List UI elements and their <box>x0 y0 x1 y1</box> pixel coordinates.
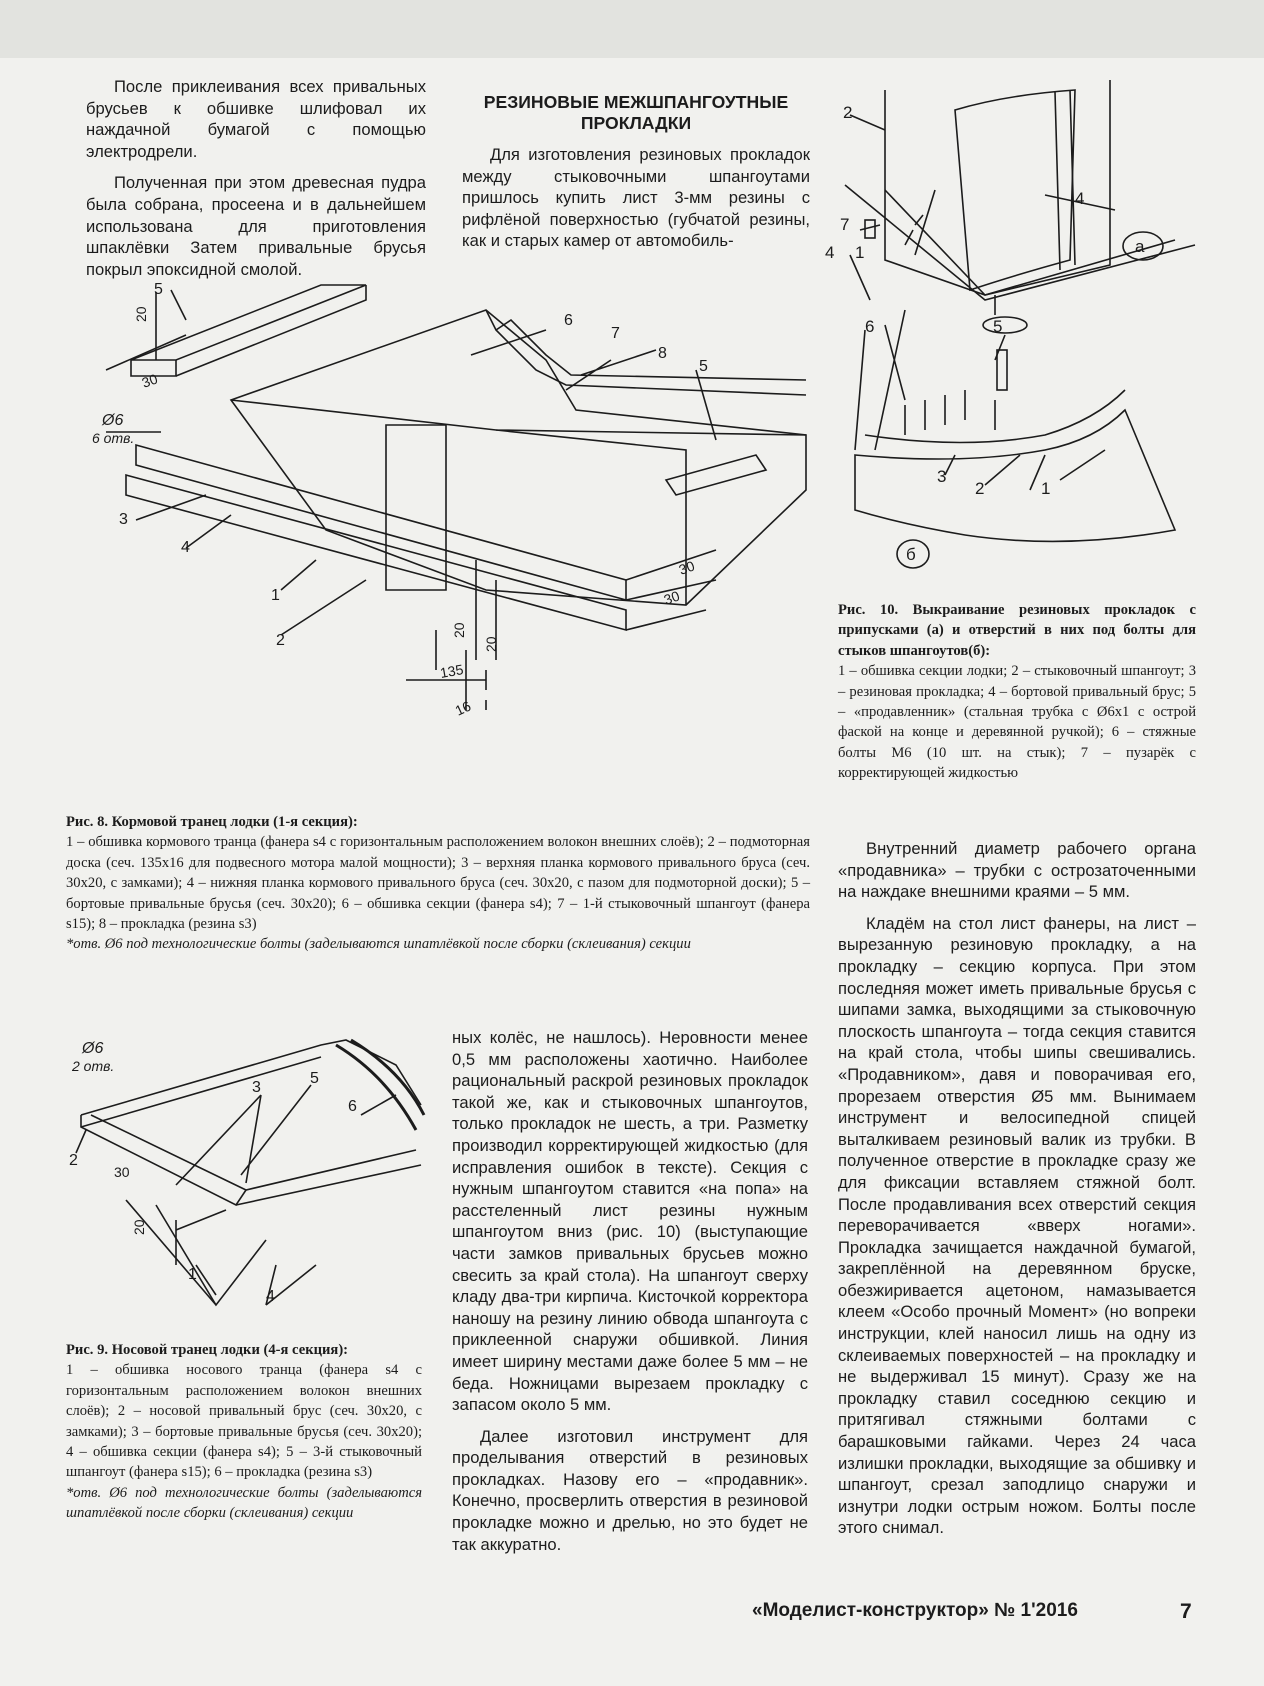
col1-text <box>86 76 426 290</box>
dim-30c: 30 <box>661 587 682 608</box>
label-b5: 5 <box>993 317 1003 336</box>
label-b4: 4 <box>825 243 835 262</box>
col2b-text <box>452 1027 808 1565</box>
label-8: 8 <box>658 345 667 362</box>
label-a4: 4 <box>1075 189 1085 208</box>
plank-5-top <box>131 285 366 376</box>
motor-board <box>386 425 446 590</box>
caption-text: 1 – обшивка носового транца (фанера s4 с горизонтальным расположением волокон внешних слоёв); 2 – носовой привальный брус (сеч. 30х20, с замками); 3 – бортовые привальные брусья (сеч. 30х20); 4 – обшивка секции (фанера s4); 5 – 3-й стыковочный шпангоут (фанера s15); 6 – прокладка (резина s3) <box>66 1362 422 1481</box>
figure-8-drawing <box>66 280 816 800</box>
label-a7: 7 <box>840 215 850 234</box>
label-b3: 3 <box>937 467 947 486</box>
label-1: 1 <box>188 1266 197 1283</box>
plank-3 <box>136 445 626 600</box>
caption-text: 1 – обшивка секции лодки; 2 – стыковочный шпангоут; 3 – резиновая прокладка; 4 – бортовой привальный брус; 5 – «продавленник» (стальная трубка с Ø6х1 с острой фаской на конце и деревянной ручкой); 6 – стяжные болты М6 (10 шт. на стык); 7 – пузарёк с корректирующей жидкостью <box>838 663 1196 782</box>
paragraph: ных колёс, не нашлось). Неровности менее 0,5 мм расположены хаотично. Наиболее рациональный раскрой резиновых прокладок такой же, как и стыковочных шпангоутов, только прокладок не шесть, а три. Разметку производил корректирующей жидкостью (для исправления ошибок в тексте). Секция с нужным шпангоутом ставится «на попа» на расстеленный лист резины нужным шпангоутом вниз (рис. 10) (выступающие части замков привальных брусьев можно свесить за край стола). На шпангоут сверху кладу два-три кирпича. Кисточкой корректора наношу на резину линию обвода шпангоута с приклеенной снаружи обшивкой. Линия имеет ширину местами даже более 5 мм – не беда. Ножницами вырезаем прокладку с запасом около 5 мм. <box>452 1028 808 1415</box>
col3-text <box>838 838 1196 1549</box>
label-3: 3 <box>119 511 128 528</box>
paragraph: После приклеивания всех привальных брусьев к обшивке шлифовал их наждачной бумагой с помощью электродрели. <box>86 77 426 161</box>
top-band <box>0 0 1264 58</box>
dim-30: 30 <box>114 1164 130 1180</box>
dim-30b: 30 <box>676 557 697 578</box>
caption-note: *отв. Ø6 под технологические болты (заделываются шпатлёвкой после сборки (склеивания) секции <box>66 1484 422 1522</box>
holes-count: 6 отв. <box>92 430 135 446</box>
figure-9-drawing <box>66 1035 426 1315</box>
label-b6: 6 <box>865 317 875 336</box>
label-5: 5 <box>310 1070 319 1087</box>
section-a <box>885 80 1110 295</box>
paragraph: Кладём на стол лист фанеры, на лист – вырезанную резиновую прокладку, а на прокладку – секцию корпуса. При этом последняя может иметь привальные брусья с шипами замка, выходящими за стыковочную плоскость шпангоута – тогда секция ставится на край стола, чтобы шипы свешивались. «Продавником», давя и поворачивая его, прорезаем отверстия Ø5 мм. Вынимаем инструмент и велосипедной спицей выталкиваем резиновый валик из трубки. В полученное отверстие в прокладке сразу же для фиксации вставляем стяжной болт. После продавливания всех отверстий секция переворачивается «вверх ногами». Прокладка зачищается наждачной бумагой, закреплённой на деревянном бруске, обезжиривается ацетоном, намазывается клеем «Особо прочный Момент» (но вопреки инструкции, клей наносил лишь на одну из склеиваемых поверхностей – на прокладку и не выдерживал 15 минут). Сразу же на прокладку ставил соседнюю секцию и притягивал стяжными болтами с барашковыми гайками. Через 24 часа излишки прокладки, выходящие за обшивку и шпангоут, срезал заподлицо снаружи и изнутри лодки острым ножом. Болты после этого снимал. <box>838 913 1196 1538</box>
label-2: 2 <box>276 632 285 649</box>
paragraph: Далее изготовил инструмент для проделывания отверстий в резиновых прокладках. Назову его – «продавник». Конечно, просверлить отверстия в резиновой прокладке можно и дрелью, но это будет не так аккуратно. <box>452 1426 808 1554</box>
label-6: 6 <box>564 312 573 329</box>
section-heading: РЕЗИНОВЫЕ МЕЖШПАНГОУТНЫЕ ПРОКЛАДКИ <box>483 92 789 133</box>
figure-9-caption <box>66 1340 422 1524</box>
holes-count: 2 отв. <box>72 1058 115 1074</box>
caption-title: Рис. 8. Кормовой транец лодки (1-я секция): <box>66 814 358 830</box>
label-4: 4 <box>181 539 190 556</box>
marker-b-label: б <box>906 545 916 564</box>
label-1: 1 <box>271 587 280 604</box>
caption-title: Рис. 9. Носовой транец лодки (4-я секция): <box>66 1342 349 1358</box>
page-number: 7 <box>1180 1600 1192 1623</box>
label-a1: 1 <box>855 243 865 262</box>
col2-text <box>462 92 810 262</box>
paragraph: Внутренний диаметр рабочего органа «продавника» – трубки с острозаточенными на наждаке внешними краями – 5 мм. <box>838 839 1196 902</box>
figure-8-caption <box>66 812 810 955</box>
dim-20c: 20 <box>483 636 499 652</box>
magazine-footer: «Моделист-конструктор» № 1'2016 <box>752 1600 1078 1621</box>
caption-text: 1 – обшивка кормового транца (фанера s4 с горизонтальным расположением волокон внешних слоёв); 2 – подмоторная доска (сеч. 135х16 для подвесного мотора малой мощности); 3 – верхняя планка кормового привального бруса (сеч. 30х20, с замками); 4 – нижняя планка кормового привального бруса (сеч. 30х20, с пазом для подмоторной доски); 5 – бортовые привальные брусья (сеч. 30х20); 6 – обшивка секции (фанера s4); 7 – 1-й стыковочный шпангоут (фанера s15); 8 – прокладка (резина s3) <box>66 834 810 933</box>
label-7: 7 <box>611 325 620 342</box>
holes-label: Ø6 <box>82 1040 104 1057</box>
dim-135: 135 <box>438 661 465 681</box>
holes-label: Ø6 <box>102 412 124 429</box>
caption-note: *отв. Ø6 под технологические болты (заделываются шпатлёвкой после сборки (склеивания) секции <box>66 936 691 953</box>
dim-30: 30 <box>139 370 160 391</box>
plank-4 <box>126 475 626 630</box>
label-3: 3 <box>252 1079 261 1096</box>
caption-title: Рис. 10. Выкраивание резиновых прокладок с припусками (а) и отверстий в них под болты для стыков шпангоутов(б): <box>838 602 1196 659</box>
label-5b: 5 <box>699 358 708 375</box>
label-5: 5 <box>154 281 163 298</box>
dim-20b: 20 <box>451 622 467 638</box>
label-b2: 2 <box>975 479 985 498</box>
paragraph: Полученная при этом древесная пудра была собрана, просеена и в дальнейшем использована для приготовления шпаклёвки Затем привальные брусья покрыл эпоксидной смолой. <box>86 173 426 279</box>
dim-20: 20 <box>133 306 149 322</box>
label-6: 6 <box>348 1098 357 1115</box>
label-a2: 2 <box>843 103 853 122</box>
dim-20: 20 <box>131 1219 147 1235</box>
label-2: 2 <box>69 1152 78 1169</box>
figure-10-caption <box>838 600 1196 784</box>
dim-16: 16 <box>452 697 474 719</box>
marker-a-label: а <box>1135 237 1145 256</box>
label-4: 4 <box>266 1288 275 1305</box>
hull-section <box>231 310 806 608</box>
figure-10-drawing <box>825 70 1195 590</box>
paragraph: Для изготовления резиновых прокладок между стыковочными шпангоутами пришлось купить лист 3-мм резины с рифлёной поверхностью (губчатой резины, как и старых камер от автомобиль- <box>462 145 810 251</box>
section-b <box>855 310 905 450</box>
label-b1: 1 <box>1041 479 1051 498</box>
